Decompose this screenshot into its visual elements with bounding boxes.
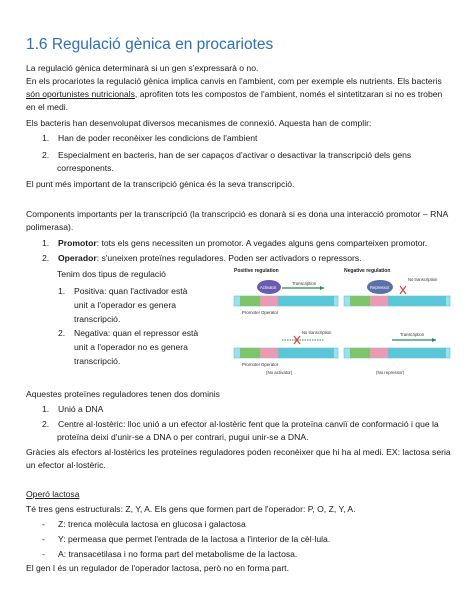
promoter-box [240, 296, 260, 306]
operator-box [260, 296, 278, 306]
gene-box [278, 296, 334, 306]
positive-line-3: transcripció. [74, 314, 121, 324]
transcription-label-2: Transcription [400, 332, 425, 337]
operator-label-2: Operator [261, 362, 279, 367]
lac-item-a: - A: transacetilasa i no forma part del metabolisme de la lactosa. [42, 549, 298, 559]
requirement-1-text: Han de poder reconèixer les condicions de l'ambient [58, 133, 258, 143]
positive-line-2: unit a l'operador es genera [74, 300, 176, 310]
transcription-label: Transcription [292, 281, 317, 286]
domain-2-cont: proteïna deixi d'unir-se a DNA o per contrari, pugui unir-se a DNA. [57, 432, 309, 442]
no-transcription-label: No transcription [302, 330, 332, 335]
effectors-line-1: Gràcies als efectors al·lostèrics les proteïnes reguladores poden reconèixer que hi ha al medi. EX: lactosa seria [26, 447, 451, 457]
requirement-1 [42, 132, 257, 144]
component-operador: 2. Operador: s'uneixen proteïnes reguladores. Poden ser activadors o repressors. [42, 253, 362, 263]
operator-label: Operator [261, 310, 279, 315]
no-activator-label: (No activator) [266, 370, 293, 375]
repressor-label: Repressor [370, 285, 390, 290]
intro-line-2: En els procariotes la regulació gènica implica canvis en l'ambient, com per exemple els nutrients. Els bacteris [26, 76, 442, 86]
negative-line-3: transcripció. [74, 356, 121, 366]
positive-line-1: Positiva: quan l'activador està [74, 286, 188, 296]
promotor-label: Promotor [58, 238, 97, 248]
requirement-2-cont: corresponents. [57, 163, 114, 173]
negative-active-panel [344, 277, 450, 306]
negative-line-2: unit a l'operador no es genera [74, 342, 188, 352]
key-point: El punt més important de la transcripció gènica és la seva transcripció. [26, 179, 295, 189]
no-transcription-mark-2 [400, 286, 406, 294]
negative-regulation-title: Negative regulation [344, 268, 391, 274]
lac-item-a-text: A: transacetilasa i no forma part del metabolisme de la lactosa. [58, 549, 298, 559]
negative-regulation-item: 2. Negativa: quan el repressor està [58, 328, 199, 338]
regulation-figure [232, 266, 454, 378]
positive-active-panel [234, 280, 338, 315]
no-transcription-label-2: No transcription [408, 277, 438, 282]
requirement-2-text: Especialment en bacteris, han de ser capaços d'activar o desactivar la transcripció dels gens [58, 150, 412, 160]
requirement-2-number: 2. [42, 150, 50, 160]
operador-label: Operador [58, 253, 97, 263]
effectors-line-2: un efector al·lostèric. [26, 460, 106, 470]
lac-item-y: - Y: permeasa que permet l'entrada de la lactosa a l'interior de la cèl·lula. [42, 534, 331, 544]
intro-line-5: Els bacteris han desenvolupat diversos mecanismes de connexió. Aquesta han de complir: [26, 118, 372, 128]
operador-text: : s'uneixen proteïnes reguladores. Poden ser activadors o repressors. [96, 253, 362, 263]
lac-heading: Operó lactosa [26, 489, 80, 499]
requirement-1-number: 1. [42, 133, 50, 143]
domain-2: 2. Centre al·lostèric: lloc unió a un efector al·lostèric fent que la proteïna canviï de conformació i que la [42, 419, 439, 429]
component-promotor: 1. Promotor: tots els gens necessiten un promotor. A vegades alguns gens comparteixen promotor. [42, 238, 428, 248]
promoter-label-2: Promoter [242, 362, 261, 367]
negative-inactive-panel [344, 332, 450, 375]
activator-label: Activator [260, 285, 277, 290]
positive-regulation-title: Positive regulation [234, 268, 279, 274]
promotor-text: : tots els gens necessiten un promotor. A vegades alguns gens comparteixen promotor. [96, 238, 428, 248]
lac-item-z: - Z: trenca molècula lactosa en glucosa i galactosa [42, 519, 246, 529]
domain-1: 1. Unió a DNA [42, 404, 104, 414]
domains-intro: Aquestes proteïnes reguladores tenen dos dominis [26, 389, 220, 399]
domain-2-text: Centre al·lostèric: lloc unió a un efector al·lostèric fent que la proteïna canviï de conformació i que la [58, 419, 439, 429]
intro-line-3 [26, 88, 442, 100]
no-repressor-label: (No repressor) [376, 370, 405, 375]
underlined-term: són oportunistes nutricionals [26, 89, 135, 99]
requirement-2 [42, 149, 411, 161]
lac-item-y-text: Y: permeasa que permet l'entrada de la lactosa a l'interior de la cèl·lula. [58, 534, 331, 544]
promoter-label: Promoter [242, 310, 261, 315]
lac-intro: Té tres gens estructurals: Z, Y, A. Els gens que formen part de l'operador: P, O, Z, Y, A. [26, 504, 356, 514]
intro-line-3-rest: , aprofiten tots les compostos de l'ambient, només el sintetitzaran si no es troben [134, 89, 443, 99]
intro-line-4: en el medi. [26, 102, 69, 112]
regulation-types-intro: Tenim dos tipus de regulació [57, 269, 166, 279]
positive-inactive-panel [234, 330, 338, 375]
page-title: 1.6 Regulació gènica en procariotes [26, 36, 274, 53]
intro-line-1: La regulació gènica determinarà si un gen s'expressarà o no. [26, 63, 259, 73]
lac-item-z-text: Z: trenca molècula lactosa en glucosa i galactosa [58, 519, 246, 529]
positive-regulation-item: 1. Positiva: quan l'activador està [58, 286, 188, 296]
domain-1-text: Unió a DNA [58, 404, 104, 414]
negative-line-1: Negativa: quan el repressor està [74, 328, 199, 338]
components-intro-2: polimerasa). [26, 222, 74, 232]
lac-closing: El gen I és un regulador de l'operador lactosa, però no en forma part. [26, 563, 289, 573]
components-intro-1: Components importants per la transcripció (la transcripció es donarà si es dona una interacció promotor – RNA [26, 209, 449, 219]
